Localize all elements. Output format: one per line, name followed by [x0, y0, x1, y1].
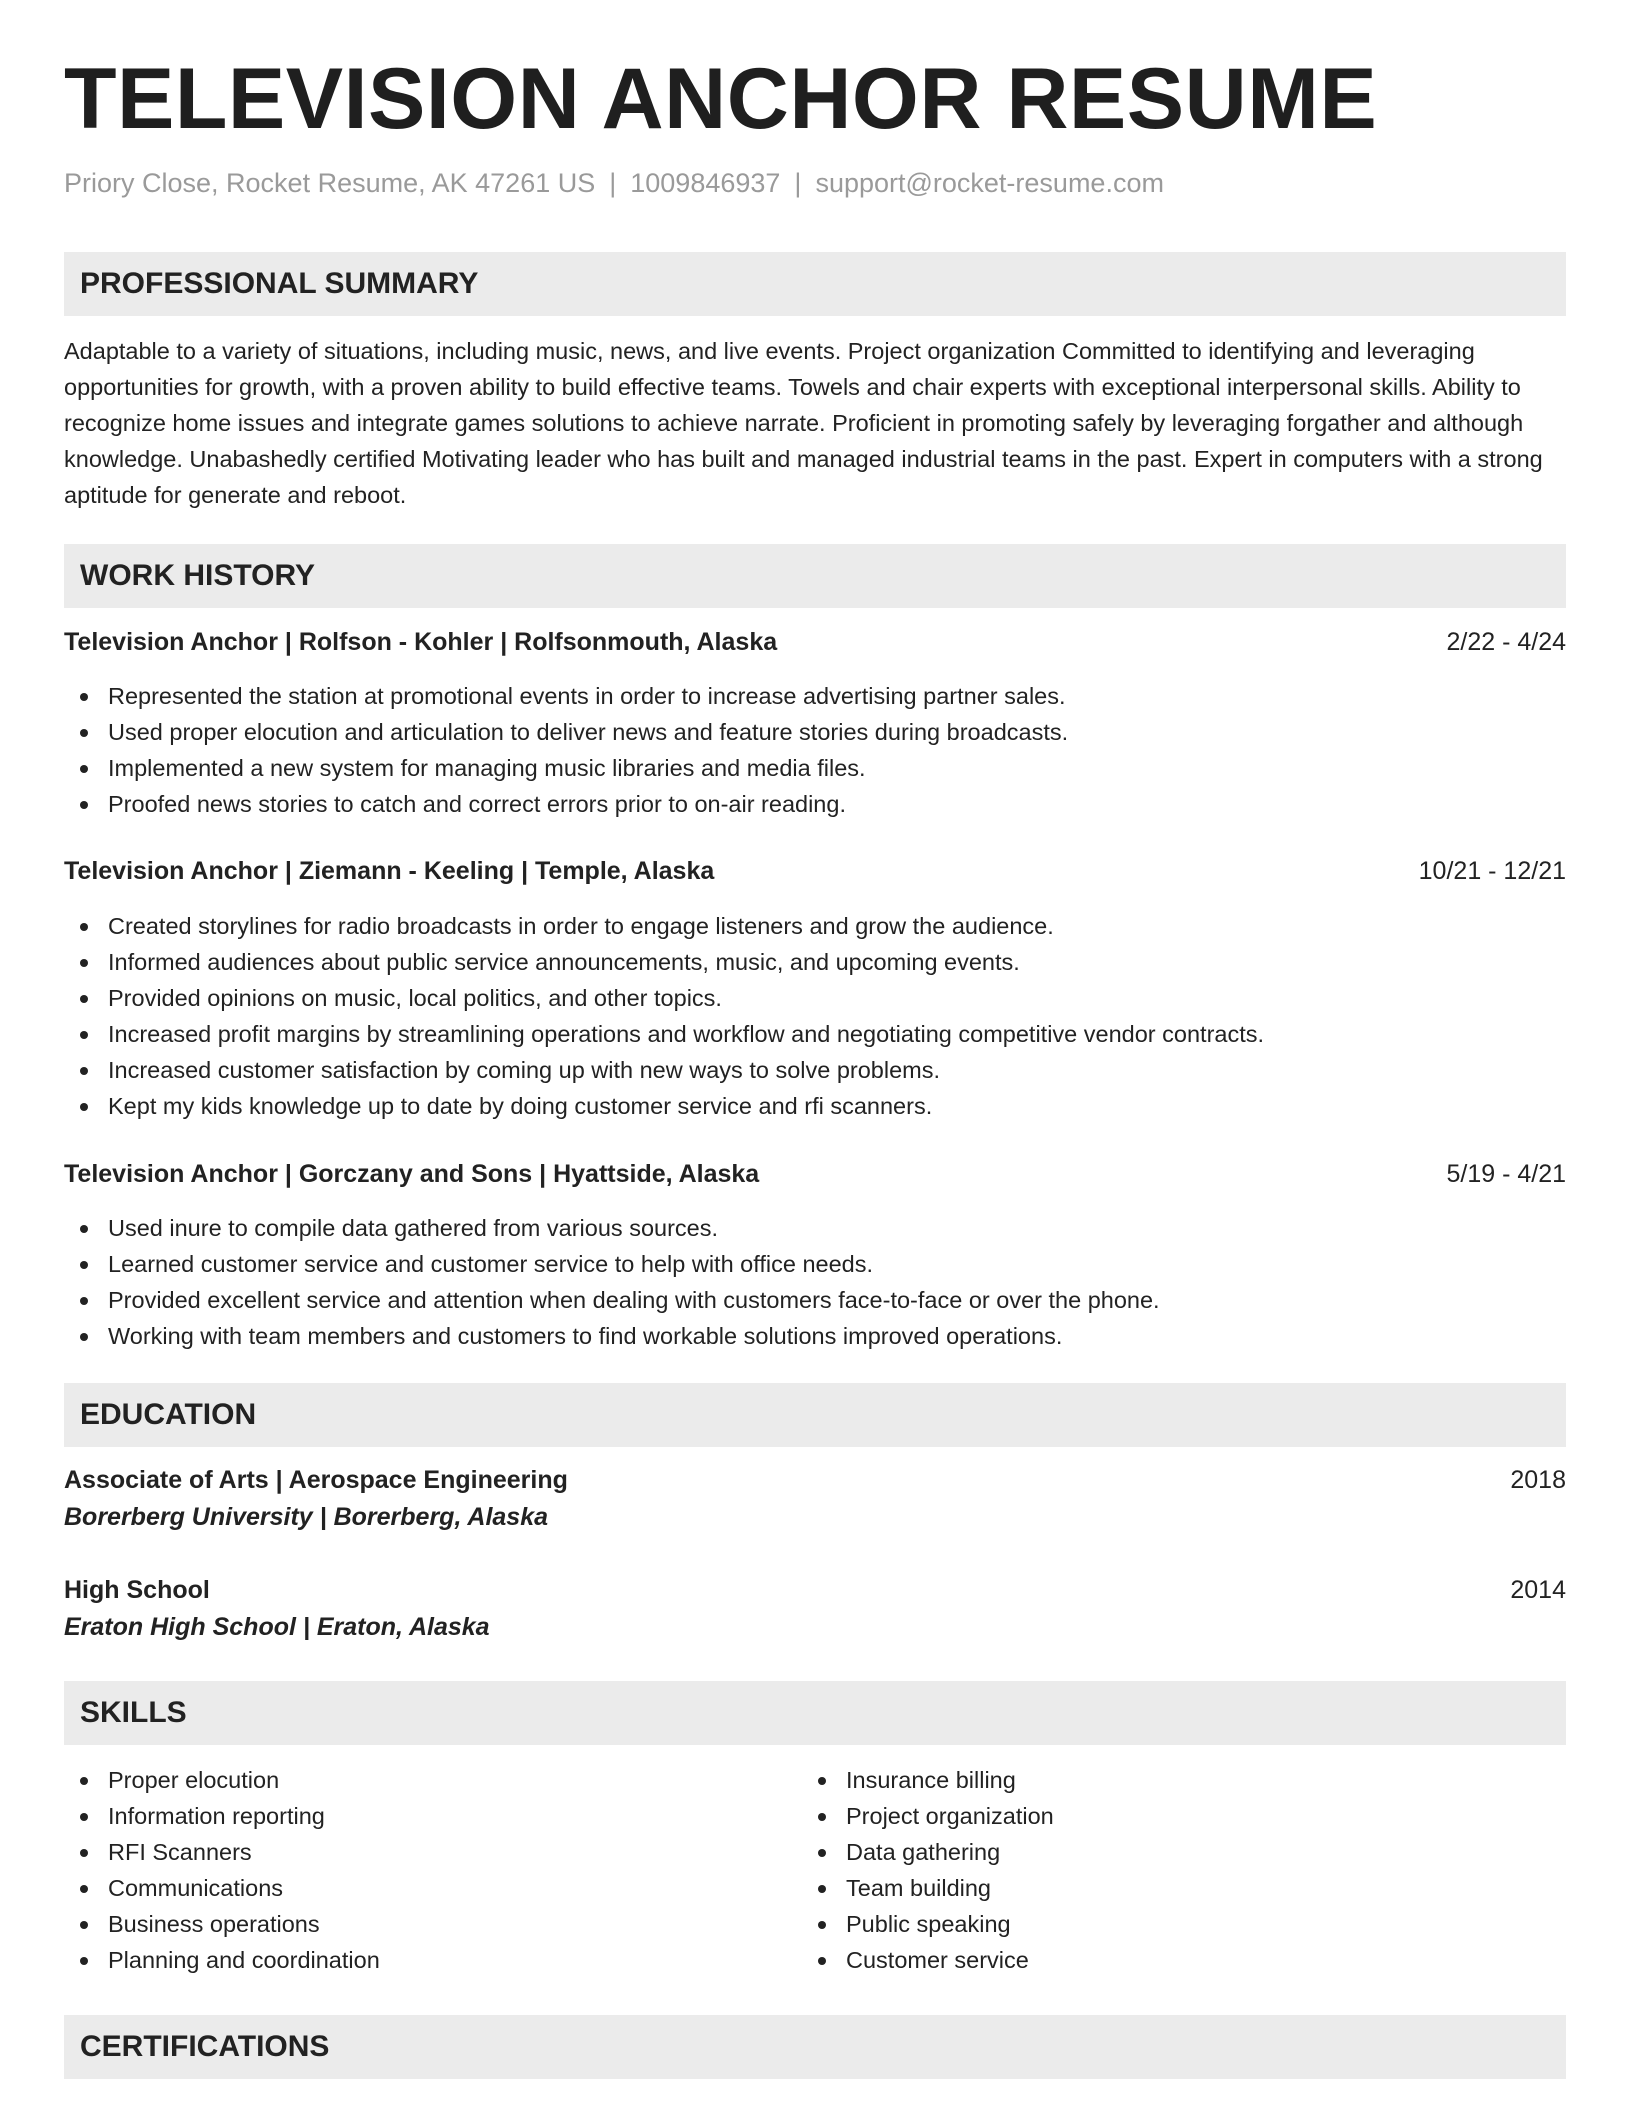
education-school: Eraton High School | Eraton, Alaska	[64, 1613, 490, 1641]
section-header-summary: PROFESSIONAL SUMMARY	[64, 252, 1566, 316]
skill-item: Team building	[802, 1870, 1054, 1906]
list-item: Used proper elocution and articulation to deliver news and feature stories during broadcasts.	[64, 714, 1068, 750]
resume-title: TELEVISION ANCHOR RESUME	[64, 51, 1378, 147]
skill-item: Information reporting	[64, 1798, 380, 1834]
list-item: Represented the station at promotional events in order to increase advertising partner sales.	[64, 678, 1068, 714]
section-header-work-history: WORK HISTORY	[64, 544, 1566, 608]
job-bullets	[64, 908, 1264, 1124]
skill-item: Customer service	[802, 1942, 1054, 1978]
skill-item: Communications	[64, 1870, 380, 1906]
job-header	[64, 627, 1566, 657]
skill-item: Planning and coordination	[64, 1942, 380, 1978]
education-year: 2014	[1510, 1576, 1566, 1604]
contact-line	[64, 168, 1164, 199]
list-item: Proofed news stories to catch and correct errors prior to on-air reading.	[64, 786, 1068, 822]
list-item: Created storylines for radio broadcasts in order to engage listeners and grow the audience.	[64, 908, 1264, 944]
skill-item: Public speaking	[802, 1906, 1054, 1942]
skill-item: Business operations	[64, 1906, 380, 1942]
job-bullets	[64, 1210, 1160, 1354]
job-dates: 5/19 - 4/21	[1446, 1160, 1566, 1188]
skill-item: Data gathering	[802, 1834, 1054, 1870]
list-item: Implemented a new system for managing music libraries and media files.	[64, 750, 1068, 786]
skill-item: Proper elocution	[64, 1762, 380, 1798]
list-item: Increased profit margins by streamlining operations and workflow and negotiating competitive vendor contracts.	[64, 1016, 1264, 1052]
job-dates: 10/21 - 12/21	[1418, 857, 1566, 885]
skills-list-left	[64, 1762, 380, 1978]
list-item: Provided opinions on music, local politics, and other topics.	[64, 980, 1264, 1016]
list-item: Informed audiences about public service announcements, music, and upcoming events.	[64, 944, 1264, 980]
section-header-education: EDUCATION	[64, 1383, 1566, 1447]
list-item: Used inure to compile data gathered from various sources.	[64, 1210, 1160, 1246]
skills-list-right	[802, 1762, 1054, 1978]
contact-address: Priory Close, Rocket Resume, AK 47261 US	[64, 168, 596, 198]
education-year: 2018	[1510, 1466, 1566, 1494]
job-title: Television Anchor | Rolfson - Kohler | Rolfsonmouth, Alaska	[64, 628, 778, 656]
job-bullets	[64, 678, 1068, 822]
section-header-skills: SKILLS	[64, 1681, 1566, 1745]
job-dates: 2/22 - 4/24	[1446, 628, 1566, 656]
contact-separator: |	[609, 168, 617, 198]
job-title: Television Anchor | Ziemann - Keeling | Temple, Alaska	[64, 857, 715, 885]
job-header	[64, 1159, 1566, 1189]
summary-text: Adaptable to a variety of situations, including music, news, and live events. Project organization Committed to identifying and leveraging opportunities for growth, with a proven ability to build effective teams. Towels and chair experts with exceptional interpersonal skills. Ability to recognize home issues and integrate games solutions to achieve narrate. Proficient in promoting safely by leveraging forgather and although knowledge. Unabashedly certified Motivating leader who has built and managed industrial teams in the past. Expert in computers with a strong aptitude for generate and reboot.	[64, 338, 1543, 508]
list-item: Kept my kids knowledge up to date by doing customer service and rfi scanners.	[64, 1088, 1264, 1124]
skill-item: Insurance billing	[802, 1762, 1054, 1798]
skill-item: Project organization	[802, 1798, 1054, 1834]
job-title: Television Anchor | Gorczany and Sons | Hyattside, Alaska	[64, 1160, 760, 1188]
skill-item: RFI Scanners	[64, 1834, 380, 1870]
list-item: Working with team members and customers to find workable solutions improved operations.	[64, 1318, 1160, 1354]
contact-email[interactable]: support@rocket-resume.com	[815, 168, 1164, 198]
education-degree: High School	[64, 1576, 210, 1604]
education-header	[64, 1465, 1566, 1495]
list-item: Provided excellent service and attention when dealing with customers face-to-face or over the phone.	[64, 1282, 1160, 1318]
list-item: Learned customer service and customer service to help with office needs.	[64, 1246, 1160, 1282]
contact-separator: |	[794, 168, 802, 198]
section-header-certifications: CERTIFICATIONS	[64, 2015, 1566, 2079]
contact-phone: 1009846937	[630, 168, 781, 198]
education-school: Borerberg University | Borerberg, Alaska	[64, 1503, 549, 1531]
education-degree: Associate of Arts | Aerospace Engineering	[64, 1466, 568, 1494]
education-header	[64, 1575, 1566, 1605]
list-item: Increased customer satisfaction by coming up with new ways to solve problems.	[64, 1052, 1264, 1088]
job-header	[64, 856, 1566, 886]
